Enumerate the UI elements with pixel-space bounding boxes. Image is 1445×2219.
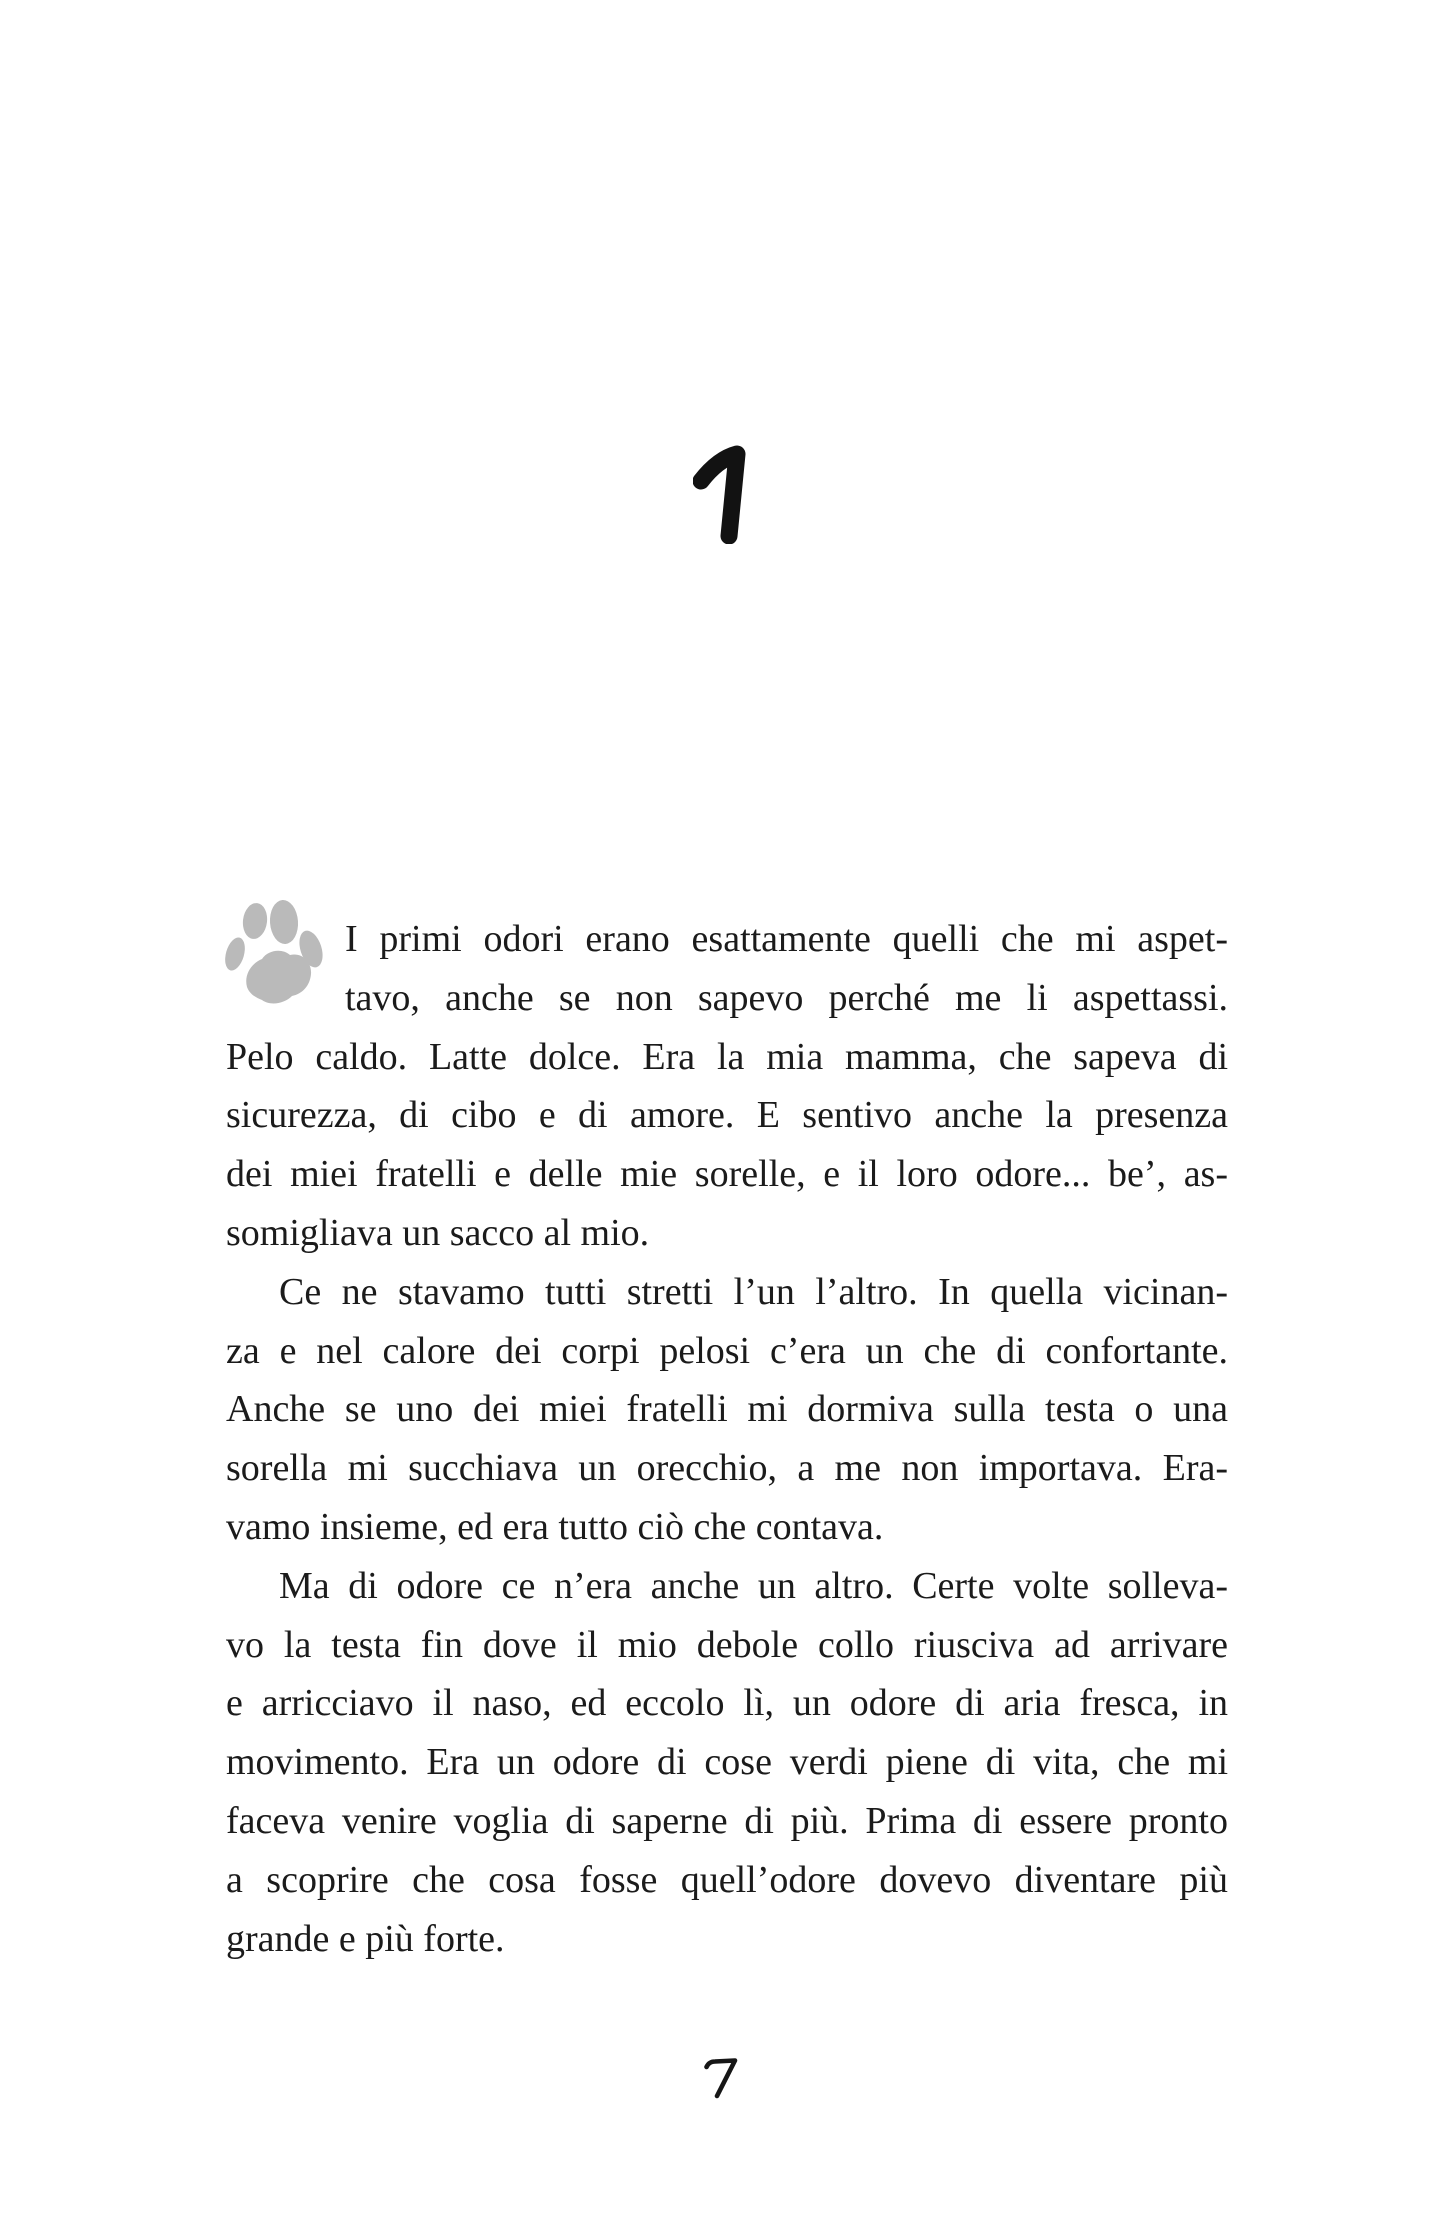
- page-number-text: [0, 0, 1, 1]
- paragraph: [226, 1557, 1228, 1969]
- text-line: za e nel calore dei corpi pelosi c’era un che di confortante.: [226, 1329, 1228, 1372]
- text-line: faceva venire voglia di saperne di più. Prima di essere pronto: [226, 1799, 1228, 1842]
- text-line: Pelo caldo. Latte dolce. Era la mia mamma, che sapeva di: [226, 1035, 1228, 1078]
- text-line: tavo, anche se non sapevo perché me li aspettassi.: [345, 976, 1228, 1019]
- text-line: dei miei fratelli e delle mie sorelle, e il loro odore... be’, as-: [226, 1153, 1228, 1196]
- text-line: I primi odori erano esattamente quelli che mi aspet-: [345, 918, 1228, 960]
- text-line: vamo insieme, ed era tutto ciò che contava.: [226, 1505, 884, 1548]
- body-text: [226, 910, 1228, 1968]
- text-line: Ce ne stavamo tutti stretti l’un l’altro. In quella vicinan-: [279, 1270, 1228, 1313]
- text-line: movimento. Era un odore di cose verdi piene di vita, che mi: [226, 1741, 1228, 1784]
- text-line: a scoprire che cosa fosse quell’odore dovevo diventare più: [226, 1858, 1228, 1901]
- text-line: e arricciavo il naso, ed eccolo lì, un odore di aria fresca, in: [226, 1682, 1228, 1725]
- text-line: sorella mi succhiava un orecchio, a me non importava. Era-: [226, 1447, 1228, 1490]
- text-line: sicurezza, di cibo e di amore. E sentivo anche la presenza: [226, 1094, 1228, 1137]
- text-line: Ma di odore ce n’era anche un altro. Certe volte solleva-: [279, 1564, 1228, 1607]
- text-line: vo la testa fin dove il mio debole collo riusciva ad arrivare: [226, 1623, 1228, 1666]
- text-line: grande e più forte.: [226, 1917, 505, 1960]
- text-line: somigliava un sacco al mio.: [226, 1211, 650, 1254]
- text-line: Anche se uno dei miei fratelli mi dormiva sulla testa o una: [226, 1388, 1228, 1431]
- page-number-glyph: [704, 2057, 738, 2099]
- paragraph: [226, 910, 1228, 1263]
- paragraph: [226, 1263, 1228, 1557]
- chapter-number-text: [0, 0, 1, 1]
- chapter-number-glyph: [693, 444, 753, 544]
